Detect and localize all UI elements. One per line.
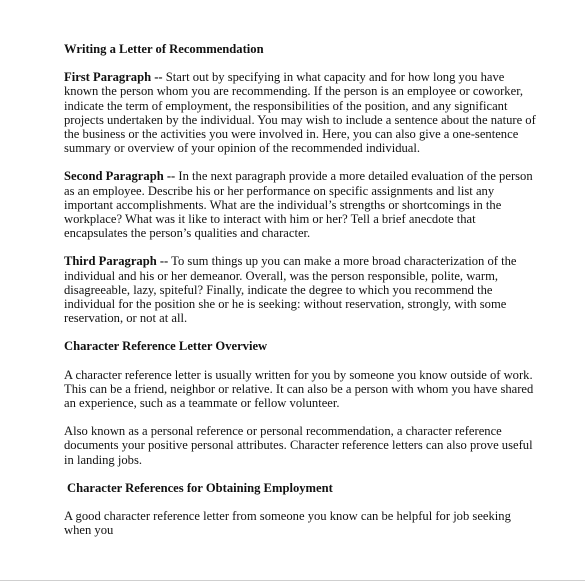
- overview-paragraph-1: A character reference letter is usually written for you by someone you know outside of work. This can be a friend, neighbor or relative. It can also be a person with whom you have shared an experience, such as a teammate or fellow volunteer.: [64, 367, 534, 411]
- first-paragraph-lead: First Paragraph --: [64, 70, 163, 85]
- third-paragraph-lead: Third Paragraph --: [64, 254, 169, 269]
- first-paragraph-text: Start out by specifying in what capacity and for how long you have known the person whom you are recommending. If the person is an employee or coworker, indicate the term of employment, the responsibilities of the position, and any significant projects undertaken by the individual. You may wish to include a sentence about the nature of the business or the activities you were involved in. Here, you can also give a one-sentence summary or overview of your opinion of the recommended individual.: [64, 70, 536, 156]
- third-paragraph-section: [64, 254, 536, 325]
- first-paragraph-section: [64, 70, 536, 155]
- second-paragraph-text: In the next paragraph provide a more detailed evaluation of the person as an employee. Describe his or her performance on specific assignments and list any important accomplishments. What are the individual’s strengths or shortcomings in the workplace? What was it like to interact with him or her? Tell a brief anecdote that encapsulates the person’s qualities and character.: [64, 169, 533, 241]
- employment-paragraph-1: A good character reference letter from someone you know can be helpful for job seeking when you: [64, 509, 511, 538]
- overview-paragraph-2: Also known as a personal reference or personal recommendation, a character reference documents your positive personal attributes. Character reference letters can also prove useful in landing jobs.: [64, 424, 533, 467]
- overview-heading: Character Reference Letter Overview: [64, 339, 268, 354]
- second-paragraph-section: [64, 169, 536, 240]
- document-title: Writing a Letter of Recommendation: [64, 42, 264, 56]
- second-paragraph-lead: Second Paragraph --: [64, 169, 176, 184]
- employment-heading: Character References for Obtaining Employment: [67, 480, 333, 495]
- document-content: [64, 42, 536, 551]
- third-paragraph-text: To sum things up you can make a more broad characterization of the individual and his or her demeanor. Overall, was the person responsible, polite, warm, disagreeable, lazy, spiteful? Finally, indicate the degree to which you recommend the individual for the position she or he is seeking: without reservation, strongly, with some reservation, or not at all.: [64, 254, 517, 326]
